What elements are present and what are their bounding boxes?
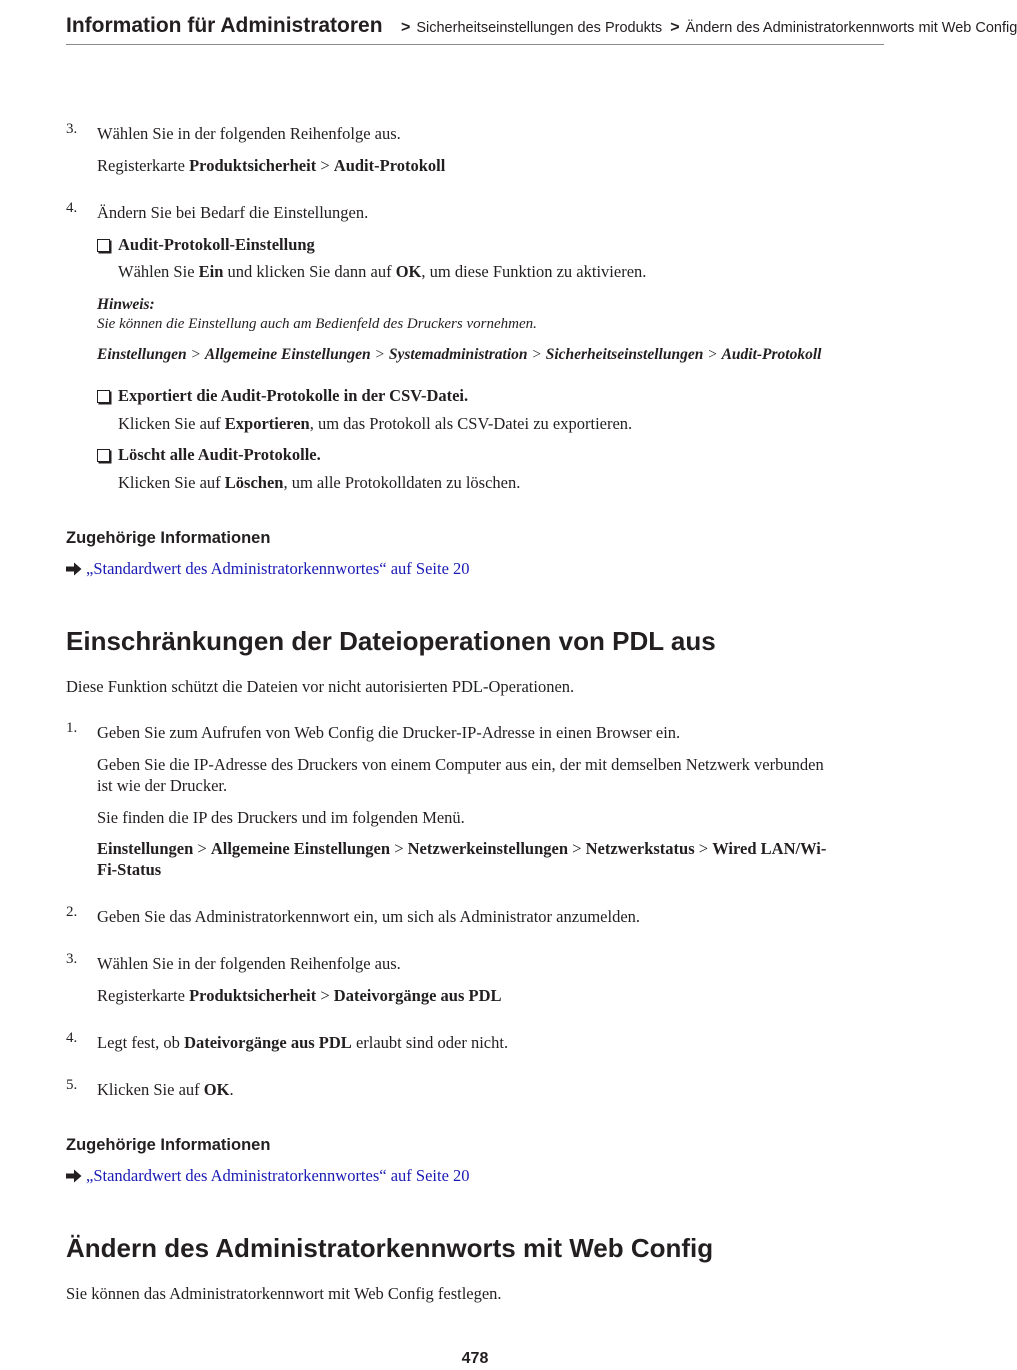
step-text: Klicken Sie auf OK.: [97, 1080, 234, 1099]
checkbox-bullet-icon: [97, 449, 110, 462]
step-number: 3.: [66, 951, 78, 967]
breadcrumb-section[interactable]: Sicherheitseinstellungen des Produkts: [416, 20, 663, 36]
section-intro: Sie können das Administratorkennwort mit Web Config festlegen.: [66, 1284, 502, 1303]
note-label: Hinweis:: [97, 296, 155, 313]
step-number: 4.: [66, 200, 78, 216]
menu-path-continued: Fi-Status: [97, 860, 162, 879]
option-title: Exportiert die Audit-Protokolle in der CSV-Datei.: [118, 386, 469, 405]
menu-path: Registerkarte Produktsicherheit > Dateivorgänge aus PDL: [97, 986, 502, 1005]
section-title: Einschränkungen der Dateioperationen von PDL aus: [66, 626, 716, 656]
related-info-heading: Zugehörige Informationen: [66, 1136, 271, 1154]
step-text: Legt fest, ob Dateivorgänge aus PDL erlaubt sind oder nicht.: [97, 1033, 509, 1052]
option-description: Wählen Sie Ein und klicken Sie dann auf OK, um diese Funktion zu aktivieren.: [118, 262, 647, 281]
breadcrumb-trail: [393, 19, 1017, 37]
menu-path: Registerkarte Produktsicherheit > Audit-Protokoll: [97, 156, 446, 175]
step-text: Ändern Sie bei Bedarf die Einstellungen.: [97, 203, 369, 222]
option-description: Klicken Sie auf Löschen, um alle Protokolldaten zu löschen.: [118, 473, 521, 492]
step-number: 4.: [66, 1030, 78, 1046]
step-detail: Sie finden die IP des Druckers und im folgenden Menü.: [97, 808, 465, 827]
menu-path: Einstellungen > Allgemeine Einstellungen > Netzwerkeinstellungen > Netzwerkstatus > Wired LAN/Wi-: [97, 839, 827, 858]
breadcrumb-topic[interactable]: Ändern des Administratorkennworts mit Web Config: [685, 20, 1017, 36]
step-text: Geben Sie zum Aufrufen von Web Config die Drucker-IP-Adresse in einen Browser ein.: [97, 723, 681, 742]
section-title: Ändern des Administratorkennworts mit Web Config: [66, 1233, 714, 1263]
step-number: 3.: [66, 121, 78, 137]
checkbox-bullet-icon: [97, 239, 110, 252]
page-number: 478: [461, 1350, 489, 1367]
option-title: Audit-Protokoll-Einstellung: [118, 235, 315, 254]
related-link-text[interactable]: „Standardwert des Administratorkennwortes“ auf Seite 20: [86, 559, 470, 578]
step-number: 5.: [66, 1077, 78, 1093]
step-text: Wählen Sie in der folgenden Reihenfolge aus.: [97, 124, 401, 143]
arrow-right-icon: [66, 562, 82, 576]
step-number: 2.: [66, 904, 78, 920]
related-link[interactable]: [66, 1166, 470, 1186]
arrow-right-icon: [66, 1169, 82, 1183]
option-title: Löscht alle Audit-Protokolle.: [118, 445, 321, 464]
note-text: Sie können die Einstellung auch am Bedienfeld des Druckers vornehmen.: [97, 316, 537, 332]
related-link[interactable]: [66, 559, 470, 579]
step-detail: ist wie der Drucker.: [97, 776, 228, 795]
breadcrumb-separator: >: [670, 19, 680, 36]
step-text: Geben Sie das Administratorkennwort ein, um sich als Administrator anzumelden.: [97, 907, 641, 926]
checkbox-bullet-icon: [97, 390, 110, 403]
breadcrumb-separator: >: [401, 19, 411, 36]
step-number: 1.: [66, 720, 78, 736]
related-link-text[interactable]: „Standardwert des Administratorkennwortes“ auf Seite 20: [86, 1166, 470, 1185]
breadcrumb: [66, 12, 1017, 45]
step-text: Wählen Sie in der folgenden Reihenfolge aus.: [97, 954, 401, 973]
section-intro: Diese Funktion schützt die Dateien vor nicht autorisierten PDL-Operationen.: [66, 677, 575, 696]
step-detail: Geben Sie die IP-Adresse des Druckers von einem Computer aus ein, der mit demselben Netzwerk verbunden: [97, 755, 824, 774]
related-info-heading: Zugehörige Informationen: [66, 529, 271, 547]
option-description: Klicken Sie auf Exportieren, um das Protokoll als CSV-Datei zu exportieren.: [118, 414, 633, 433]
note-menu-path: Einstellungen > Allgemeine Einstellungen > Systemadministration > Sicherheitseinstellungen > Audit-Protokoll: [97, 346, 822, 363]
breadcrumb-chapter[interactable]: Information für Administratoren: [66, 14, 383, 37]
